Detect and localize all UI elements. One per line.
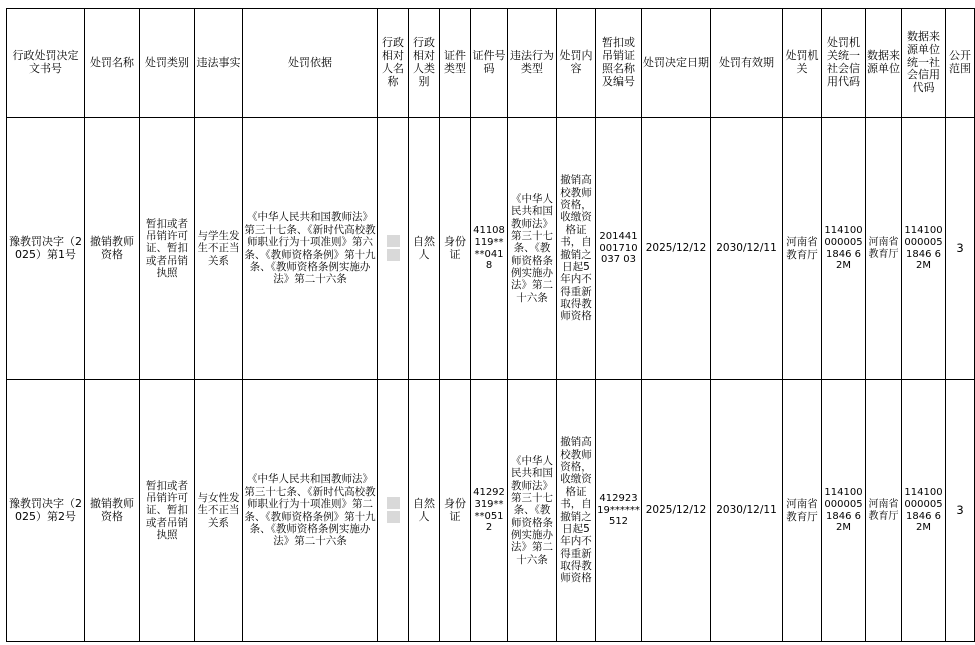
cell-authority: 河南省教育厅 xyxy=(783,380,822,642)
header-authority: 处罚机关 xyxy=(783,9,822,118)
header-authority-code: 处罚机关统一社会信用代码 xyxy=(822,9,866,118)
cell-person-category: 自然人 xyxy=(409,118,440,380)
header-doc-no: 行政处罚决定文书号 xyxy=(7,9,85,118)
cell-source-unit: 河南省教育厅 xyxy=(866,118,902,380)
header-person-category: 行政相对人类别 xyxy=(409,9,440,118)
cell-cert-no: 41292319******512 xyxy=(596,380,642,642)
header-illegal-fact: 违法事实 xyxy=(195,9,243,118)
cell-scope: 3 xyxy=(946,118,975,380)
cell-doc-no: 豫教罚决字（2025）第2号 xyxy=(7,380,85,642)
cell-basis: 《中华人民共和国教师法》第三十七条、《新时代高校教师职业行为十项准则》第二条、《教师资格条例》第十九条、《教师资格条例实施办法》第二十六条 xyxy=(243,380,378,642)
cell-basis: 《中华人民共和国教师法》第三十七条、《新时代高校教师职业行为十项准则》第六条、《教师资格条例》第十九条、《教师资格条例实施办法》第二十六条 xyxy=(243,118,378,380)
cell-illegal-type: 《中华人民共和国教师法》第三十七条、《教师资格条例实施办法》第二十六条 xyxy=(508,118,557,380)
cell-authority: 河南省教育厅 xyxy=(783,118,822,380)
header-basis: 处罚依据 xyxy=(243,9,378,118)
cell-penalty-content: 撤销高校教师资格，收缴资格证书，自撤销之日起5年内不得重新取得教师资格 xyxy=(557,380,596,642)
header-valid-until: 处罚有效期 xyxy=(711,9,783,118)
cell-penalty-name: 撤销教师资格 xyxy=(85,380,140,642)
cell-id-no: 41108119****0418 xyxy=(471,118,508,380)
cell-person-name xyxy=(378,380,409,642)
cell-penalty-name: 撤销教师资格 xyxy=(85,118,140,380)
header-source-unit: 数据来源单位 xyxy=(866,9,902,118)
header-source-code: 数据来源单位统一社会信用代码 xyxy=(902,9,946,118)
redacted-name xyxy=(379,497,407,523)
cell-illegal-type: 《中华人民共和国教师法》第三十七条、《教师资格条例实施办法》第二十六条 xyxy=(508,380,557,642)
cell-person-category: 自然人 xyxy=(409,380,440,642)
header-cert-no: 暂扣或吊销证照名称及编号 xyxy=(596,9,642,118)
redaction-block-icon xyxy=(387,511,400,523)
table-row xyxy=(7,118,975,380)
redaction-block-icon xyxy=(387,497,400,509)
cell-penalty-content: 撤销高校教师资格，收缴资格证书，自撤销之日起5年内不得重新取得教师资格 xyxy=(557,118,596,380)
header-id-type: 证件类型 xyxy=(440,9,471,118)
cell-illegal-fact: 与学生发生不正当关系 xyxy=(195,118,243,380)
cell-scope: 3 xyxy=(946,380,975,642)
cell-source-code: 1141000000051846 62M xyxy=(902,380,946,642)
cell-illegal-fact: 与女性发生不正当关系 xyxy=(195,380,243,642)
cell-cert-no: 201441001710037 03 xyxy=(596,118,642,380)
cell-source-unit: 河南省教育厅 xyxy=(866,380,902,642)
cell-decision-date: 2025/12/12 xyxy=(642,380,711,642)
header-penalty-type: 处罚类别 xyxy=(140,9,195,118)
cell-authority-code: 1141000000051846 62M xyxy=(822,380,866,642)
cell-valid-until: 2030/12/11 xyxy=(711,380,783,642)
cell-authority-code: 1141000000051846 62M xyxy=(822,118,866,380)
header-penalty-name: 处罚名称 xyxy=(85,9,140,118)
header-id-no: 证件号码 xyxy=(471,9,508,118)
redaction-block-icon xyxy=(387,249,400,261)
cell-person-name xyxy=(378,118,409,380)
cell-penalty-type: 暂扣或者吊销许可证、暂扣或者吊销执照 xyxy=(140,118,195,380)
cell-source-code: 1141000000051846 62M xyxy=(902,118,946,380)
header-content: 处罚内容 xyxy=(557,9,596,118)
cell-id-type: 身份证 xyxy=(440,118,471,380)
header-illegal-type: 违法行为类型 xyxy=(508,9,557,118)
cell-penalty-type: 暂扣或者吊销许可证、暂扣或者吊销执照 xyxy=(140,380,195,642)
table-header-row xyxy=(7,9,975,118)
table-row xyxy=(7,380,975,642)
cell-id-type: 身份证 xyxy=(440,380,471,642)
cell-id-no: 41292319****0512 xyxy=(471,380,508,642)
cell-valid-until: 2030/12/11 xyxy=(711,118,783,380)
header-scope: 公开范围 xyxy=(946,9,975,118)
administrative-penalty-table xyxy=(6,8,975,642)
redacted-name xyxy=(379,235,407,261)
header-decision-date: 处罚决定日期 xyxy=(642,9,711,118)
cell-doc-no: 豫教罚决字（2025）第1号 xyxy=(7,118,85,380)
cell-decision-date: 2025/12/12 xyxy=(642,118,711,380)
redaction-block-icon xyxy=(387,235,400,247)
header-person-name: 行政相对人名称 xyxy=(378,9,409,118)
